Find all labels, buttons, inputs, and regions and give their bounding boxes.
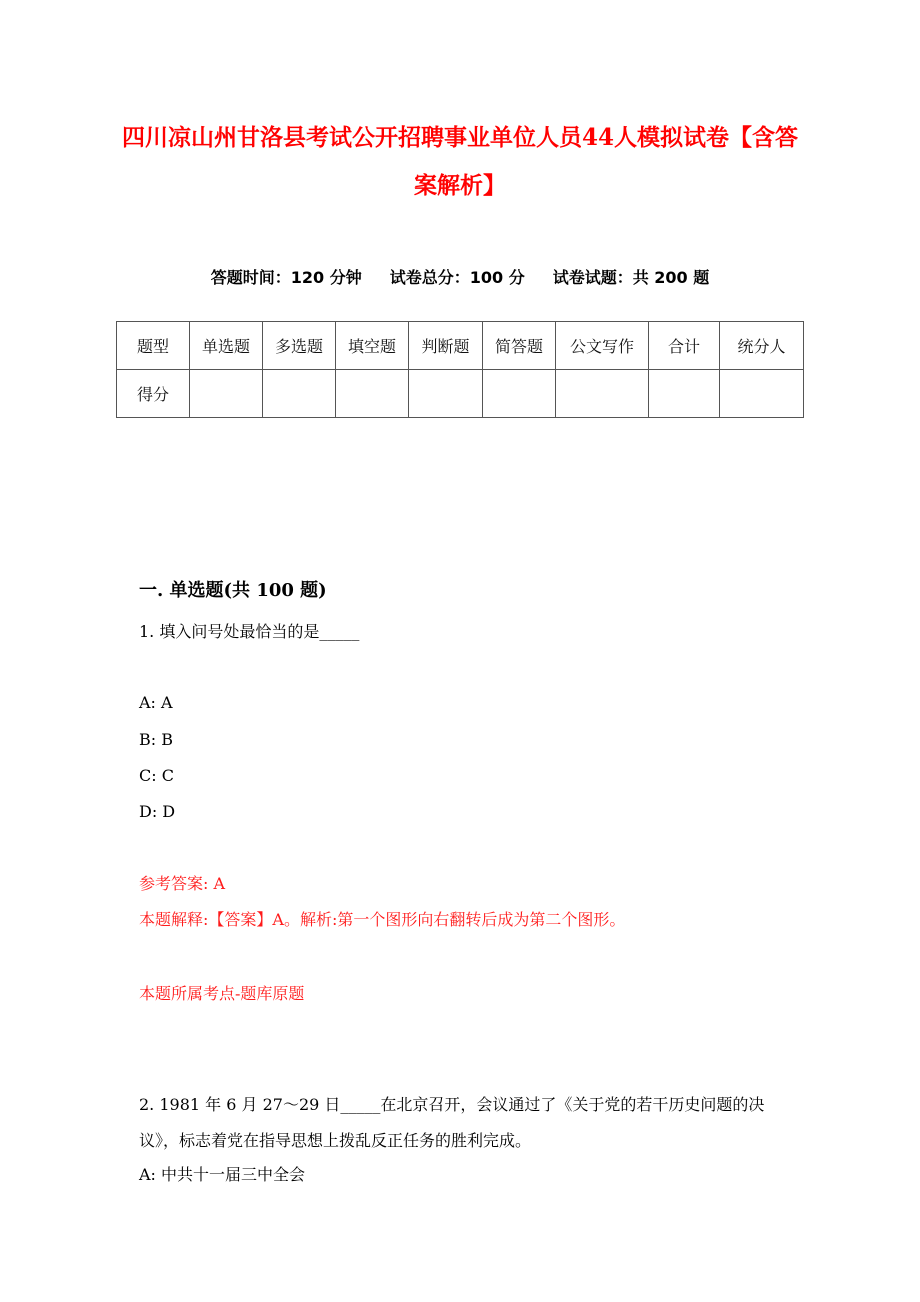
score-table-header-row	[117, 322, 804, 370]
question-1-option-a: A: A	[139, 693, 173, 712]
score-cell	[483, 370, 556, 418]
score-cell	[720, 370, 804, 418]
table-header-cell: 统分人	[720, 322, 804, 370]
question-1-option-b: B: B	[139, 730, 173, 749]
question-1-option-d: D: D	[139, 802, 176, 821]
question-2-stem: 2. 1981 年 6 月 27～29 日_____在北京召开，会议通过了《关于党的若干历史问题的决议》，标志着党在指导思想上拨乱反正任务的胜利完成。	[139, 1095, 765, 1150]
score-table	[116, 321, 804, 418]
question-1-stem: 1. 填入问号处最恰当的是_____	[139, 622, 360, 641]
question-1-topic: 本题所属考点-题库原题	[139, 984, 305, 1003]
score-cell	[190, 370, 263, 418]
table-header-cell: 填空题	[336, 322, 409, 370]
table-header-cell: 题型	[117, 322, 190, 370]
exam-question-count: 试卷试题：共 200 题	[552, 268, 710, 287]
table-header-cell: 多选题	[263, 322, 336, 370]
score-table-score-row	[117, 370, 804, 418]
document-title: 四川凉山州甘洛县考试公开招聘事业单位人员44人模拟试卷【含答案解析】	[121, 124, 798, 199]
table-header-cell: 公文写作	[556, 322, 649, 370]
table-header-cell: 简答题	[483, 322, 556, 370]
table-header-cell: 判断题	[409, 322, 483, 370]
score-cell	[409, 370, 483, 418]
section-heading: 一. 单选题(共 100 题)	[139, 580, 327, 601]
score-cell	[336, 370, 409, 418]
exam-total-score: 试卷总分：100 分	[389, 268, 525, 287]
question-1-answer: 参考答案: A	[139, 874, 226, 893]
table-header-cell: 合计	[649, 322, 720, 370]
question-1-explanation: 本题解释:【答案】A。解析:第一个图形向右翻转后成为第二个图形。	[139, 910, 626, 929]
question-1-option-c: C: C	[139, 766, 174, 785]
score-cell	[263, 370, 336, 418]
score-row-label: 得分	[117, 370, 190, 418]
table-header-cell: 单选题	[190, 322, 263, 370]
score-cell	[649, 370, 720, 418]
exam-meta	[0, 264, 920, 292]
exam-time: 答题时间：120 分钟	[210, 268, 362, 287]
question-2-option-a: A: 中共十一届三中全会	[139, 1165, 306, 1184]
score-cell	[556, 370, 649, 418]
